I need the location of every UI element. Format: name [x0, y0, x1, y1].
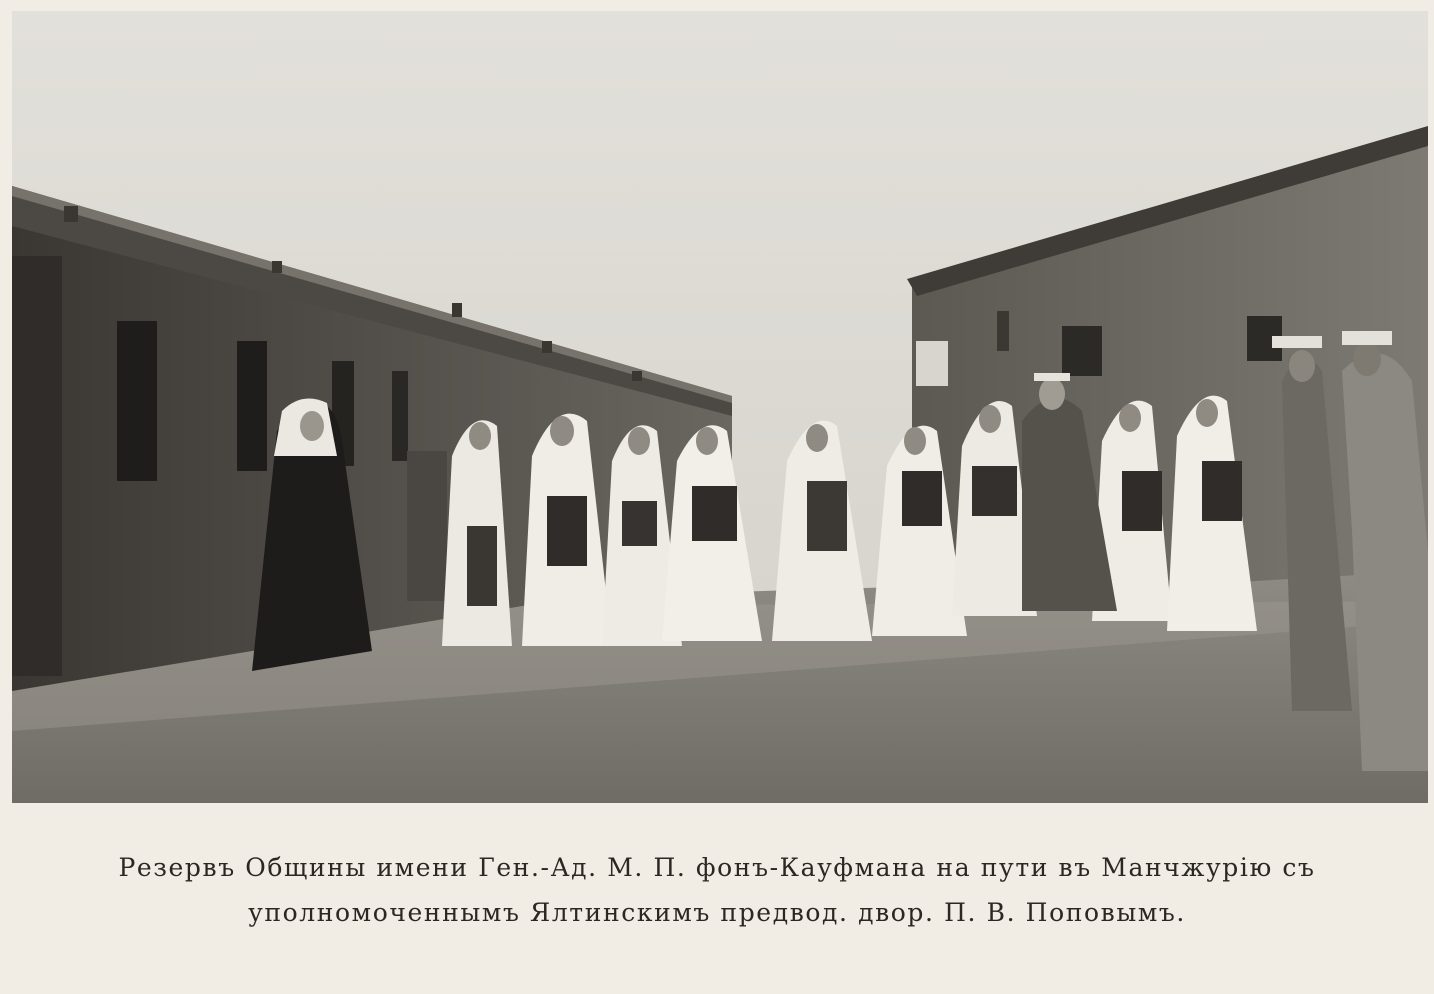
caption-line-2: уполномоченнымъ Ялтинскимъ предвод. двор. П. В. Поповымъ. [248, 898, 1186, 927]
photograph [12, 11, 1428, 803]
photo-caption [20, 845, 1414, 935]
figure-background-man [407, 451, 447, 601]
caption-line-1: Резервъ Общины имени Ген.-Ад. М. П. фонъ-Кауфмана на пути въ Манчжурiю съ [118, 853, 1316, 882]
railway-platform-photo [12, 11, 1428, 803]
